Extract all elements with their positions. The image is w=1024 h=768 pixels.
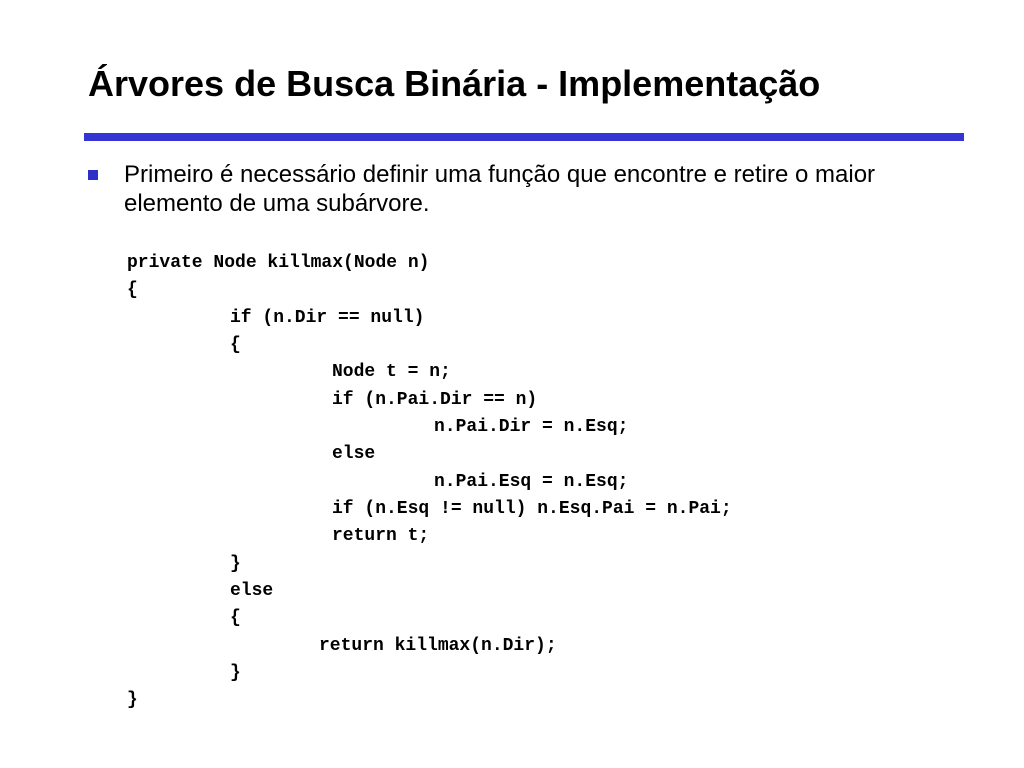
slide-title: Árvores de Busca Binária - Implementação: [88, 63, 821, 104]
code-line: if (n.Dir == null): [230, 308, 425, 328]
code-line: else: [332, 444, 376, 464]
code-line: }: [230, 554, 241, 574]
code-line: n.Pai.Esq = n.Esq;: [434, 472, 629, 492]
code-line: Node t = n;: [332, 362, 451, 382]
code-line: n.Pai.Dir = n.Esq;: [434, 417, 629, 437]
code-line: return killmax(n.Dir);: [319, 636, 557, 656]
square-bullet-icon: [88, 170, 98, 180]
bullet-text: Primeiro é necessário definir uma função que encontre e retire o maior elemento de uma subárvore.: [124, 161, 876, 217]
code-line: if (n.Esq != null) n.Esq.Pai = n.Pai;: [332, 499, 732, 519]
code-line: {: [230, 608, 241, 628]
code-line: }: [127, 690, 138, 710]
code-line: if (n.Pai.Dir == n): [332, 390, 538, 410]
code-line: private Node killmax(Node n): [127, 253, 430, 273]
code-line: return t;: [332, 526, 430, 546]
title-underline: [84, 133, 964, 141]
code-line: else: [230, 581, 274, 601]
code-line: }: [230, 663, 241, 683]
code-line: {: [127, 280, 138, 300]
code-line: {: [230, 335, 241, 355]
